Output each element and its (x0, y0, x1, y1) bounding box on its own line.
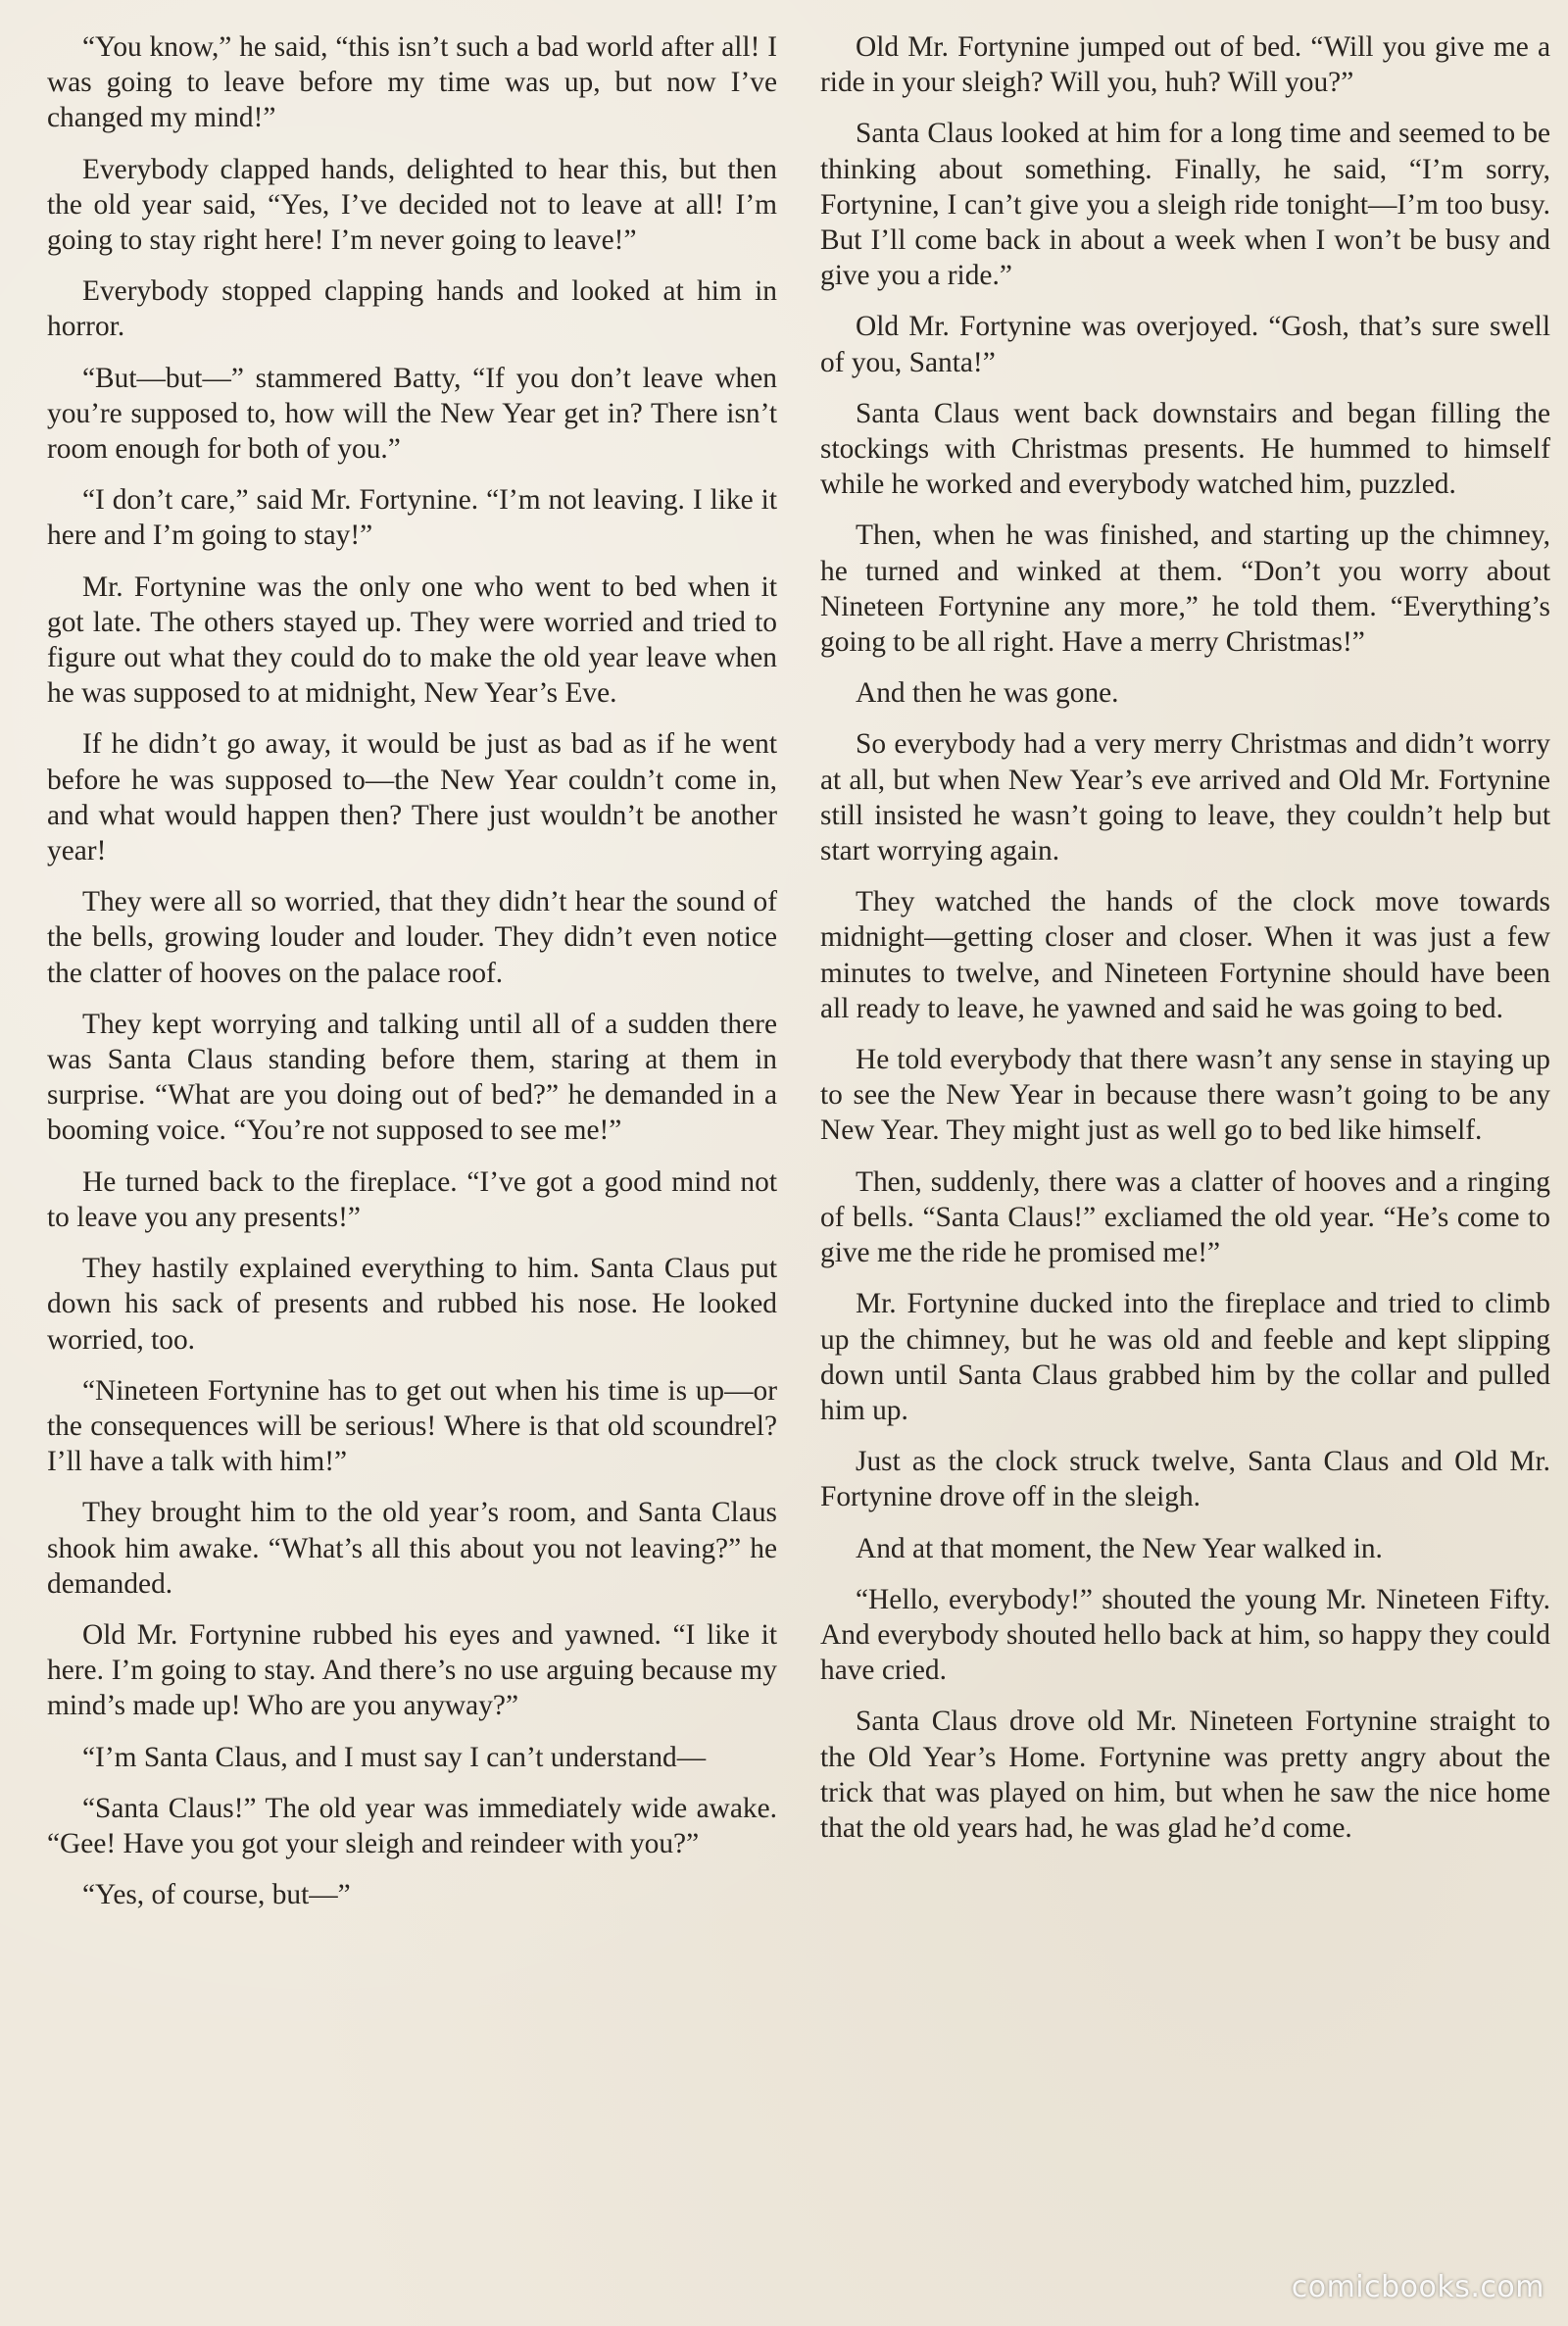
paragraph: “You know,” he said, “this isn’t such a bad world after all! I was going to leave before my time was up, but now I’ve changed my mind!” (47, 31, 777, 134)
text-columns (47, 29, 1550, 1928)
right-column (820, 29, 1550, 1928)
paragraph: If he didn’t go away, it would be just as bad as if he went before he was supposed to—the New Year couldn’t come in, and what would happen then? There just wouldn’t be another year! (47, 728, 777, 867)
paragraph: “Yes, of course, but—” (82, 1879, 351, 1911)
paragraph: Santa Claus looked at him for a long time and seemed to be thinking about something. Finally, he said, “I’m sorry, Fortynine, I can’t give you a sleigh ride tonight—I’m too busy. But I’ll come back in about a week when I won’t be busy and give you a ride.” (820, 118, 1550, 292)
paragraph: Old Mr. Fortynine jumped out of bed. “Will you give me a ride in your sleigh? Will you, huh? Will you?” (820, 31, 1550, 99)
paragraph: Just as the clock struck twelve, Santa Claus and Old Mr. Fortynine drove off in the sleigh. (820, 1446, 1550, 1513)
paragraph: They kept worrying and talking until all of a sudden there was Santa Claus standing before them, staring at them in surprise. “What are you doing out of bed?” he demanded in a booming voice. “You’re not supposed to see me!” (47, 1008, 777, 1147)
paragraph: “Nineteen Fortynine has to get out when his time is up—or the consequences will be serious! Where is that old scoundrel? I’ll have a talk with him!” (47, 1374, 777, 1478)
paragraph: “But—but—” stammered Batty, “If you don’t leave when you’re supposed to, how will the New Year get in? There isn’t room enough for both of you.” (47, 362, 777, 466)
left-column (47, 29, 777, 1928)
paragraph: They were all so worried, that they didn’t hear the sound of the bells, growing louder and louder. They didn’t even notice the clatter of hooves on the palace roof. (47, 886, 777, 989)
paragraph: Mr. Fortynine ducked into the fireplace and tried to climb up the chimney, but he was old and feeble and kept slipping down until Santa Claus grabbed him by the collar and pulled him up. (820, 1288, 1550, 1426)
paragraph: He turned back to the fireplace. “I’ve got a good mind not to leave you any presents!” (47, 1165, 777, 1233)
paragraph: Old Mr. Fortynine was overjoyed. “Gosh, that’s sure swell of you, Santa!” (820, 311, 1550, 378)
paragraph: So everybody had a very merry Christmas and didn’t worry at all, but when New Year’s eve arrived and Old Mr. Fortynine still insisted he wasn’t going to leave, they couldn’t help but start worrying again. (820, 728, 1550, 867)
paragraph: They brought him to the old year’s room, and Santa Claus shook him awake. “What’s all this about you not leaving?” he demanded. (47, 1497, 777, 1600)
paragraph: They hastily explained everything to him. Santa Claus put down his sack of presents and rubbed his nose. He looked worried, too. (47, 1253, 777, 1356)
paragraph: Then, suddenly, there was a clatter of hooves and a ringing of bells. “Santa Claus!” excliamed the old year. “He’s come to give me the ride he promised me!” (820, 1165, 1550, 1269)
paragraph: Santa Claus drove old Mr. Nineteen Fortynine straight to the Old Year’s Home. Fortynine was pretty angry about the trick that was played on him, but when he saw the nice home that the old years had, he was glad he’d come. (820, 1706, 1550, 1844)
paragraph: Mr. Fortynine was the only one who went to bed when it got late. The others stayed up. They were worried and tried to figure out what they could do to make the old year leave when he was supposed to at midnight, New Year’s Eve. (47, 570, 777, 710)
paragraph: “Hello, everybody!” shouted the young Mr. Nineteen Fifty. And everybody shouted hello back at him, so happy they could have cried. (820, 1583, 1550, 1687)
site-watermark: comicbooks.com (1291, 2270, 1544, 2304)
paragraph: Santa Claus went back downstairs and began filling the stockings with Christmas presents. He hummed to himself while he worked and everybody watched him, puzzled. (820, 397, 1550, 501)
paragraph: They watched the hands of the clock move towards midnight—getting closer and closer. When it was just a few minutes to twelve, and Nineteen Fortynine should have been all ready to leave, he yawned and said he was going to bed. (820, 886, 1550, 1024)
paragraph: And then he was gone. (856, 677, 1119, 710)
paragraph: “Santa Claus!” The old year was immediately wide awake. “Gee! Have you got your sleigh and reindeer with you?” (47, 1792, 777, 1859)
paragraph: Then, when he was finished, and starting up the chimney, he turned and winked at them. “Don’t you worry about Nineteen Fortynine any more,” he told them. “Everything’s going to be all right. Have a merry Christmas!” (820, 520, 1550, 659)
paragraph: “I don’t care,” said Mr. Fortynine. “I’m not leaving. I like it here and I’m going to stay!” (47, 484, 777, 552)
paragraph: Everybody clapped hands, delighted to hear this, but then the old year said, “Yes, I’ve decided not to leave at all! I’m going to stay right here! I’m never going to leave!” (47, 153, 777, 257)
paragraph: “I’m Santa Claus, and I must say I can’t understand— (82, 1741, 707, 1773)
paragraph: Everybody stopped clapping hands and looked at him in horror. (47, 275, 777, 343)
paragraph: And at that moment, the New Year walked in. (856, 1532, 1383, 1564)
paragraph: Old Mr. Fortynine rubbed his eyes and yawned. “I like it here. I’m going to stay. And there’s no use arguing because my mind’s made up! Who are you anyway?” (47, 1618, 777, 1722)
paragraph: He told everybody that there wasn’t any sense in staying up to see the New Year in because there wasn’t going to be any New Year. They might just as well go to bed like himself. (820, 1044, 1550, 1147)
